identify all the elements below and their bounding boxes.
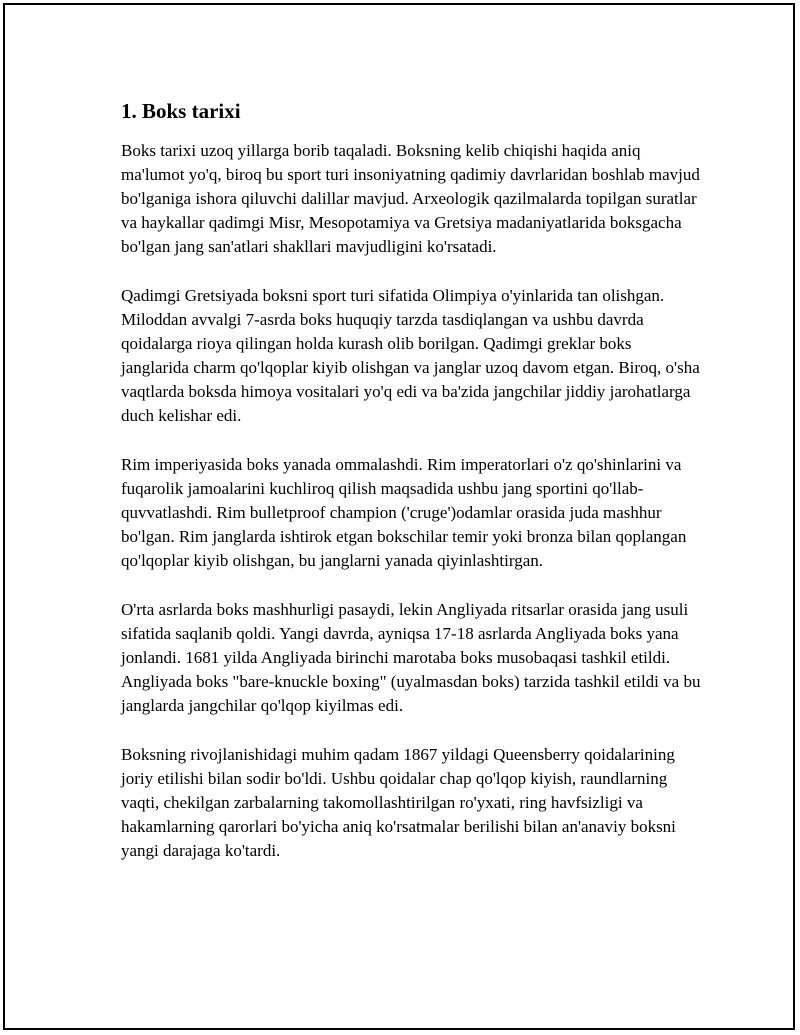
- document-body: [121, 97, 701, 888]
- paragraph-3: Rim imperiyasida boks yanada ommalashdi. Rim imperatorlari o'z qo'shinlarini va fuqarolik jamoalarini kuchliroq qilish maqsadida ushbu jang sportini qo'llab-quvvatlashdi. Rim bulletproof champion ('cruge')odamlar orasida juda mashhur bo'lgan. Rim janglarda ishtirok etgan bokschilar temir yoki bronza bilan qoplangan qo'lqoplar kiyib olishgan, bu janglarni yanada qiyinlashtirgan.: [121, 455, 687, 570]
- paragraph-4: O'rta asrlarda boks mashhurligi pasaydi, lekin Angliyada ritsarlar orasida jang usuli sifatida saqlanib qoldi. Yangi davrda, ayniqsa 17-18 asrlarda Angliyada boks yana jonlandi. 1681 yilda Angliyada birinchi marotaba boks musobaqasi tashkil etildi. Angliyada boks "bare-knuckle boxing" (uyalmasdan boks) tarzida tashkil etildi va bu janglarda jangchilar qo'lqop kiyilmas edi.: [121, 600, 701, 715]
- page-frame: [3, 3, 795, 1030]
- paragraph-2: Qadimgi Gretsiyada boksni sport turi sifatida Olimpiya o'yinlarida tan olishgan. Miloddan avvalgi 7-asrda boks huquqiy tarzda tasdiqlangan va ushbu davrda qoidalarga rioya qilingan holda kurash olib borilgan. Qadimgi greklar boks janglarida charm qo'lqoplar kiyib olishgan va janglar uzoq davom etgan. Biroq, o'sha vaqtlarda boksda himoya vositalari yo'q edi va ba'zida jangchilar jiddiy jarohatlarga duch kelishar edi.: [121, 286, 700, 425]
- paragraph-1: Boks tarixi uzoq yillarga borib taqaladi. Boksning kelib chiqishi haqida aniq ma'lumot yo'q, biroq bu sport turi insoniyatning qadimiy davrlaridan boshlab mavjud bo'lganiga ishora qiluvchi dalillar mavjud. Arxeologik qazilmalarda topilgan suratlar va haykallar qadimgi Misr, Mesopotamiya va Gretsiya madaniyatlarida boksgacha bo'lgan jang san'atlari shakllari mavjudligini ko'rsatadi.: [121, 141, 700, 256]
- section-title: 1. Boks tarixi: [121, 99, 241, 123]
- paragraph-5: Boksning rivojlanishidagi muhim qadam 1867 yildagi Queensberry qoidalarining joriy etilishi bilan sodir bo'ldi. Ushbu qoidalar chap qo'lqop kiyish, raundlarning vaqti, chekilgan zarbalarning takomollashtirilgan ro'yxati, ring havfsizligi va hakamlarning qarorlari bo'yicha aniq ko'rsatmalar berilishi bilan an'anaviy boksni yangi darajaga ko'tardi.: [121, 745, 676, 860]
